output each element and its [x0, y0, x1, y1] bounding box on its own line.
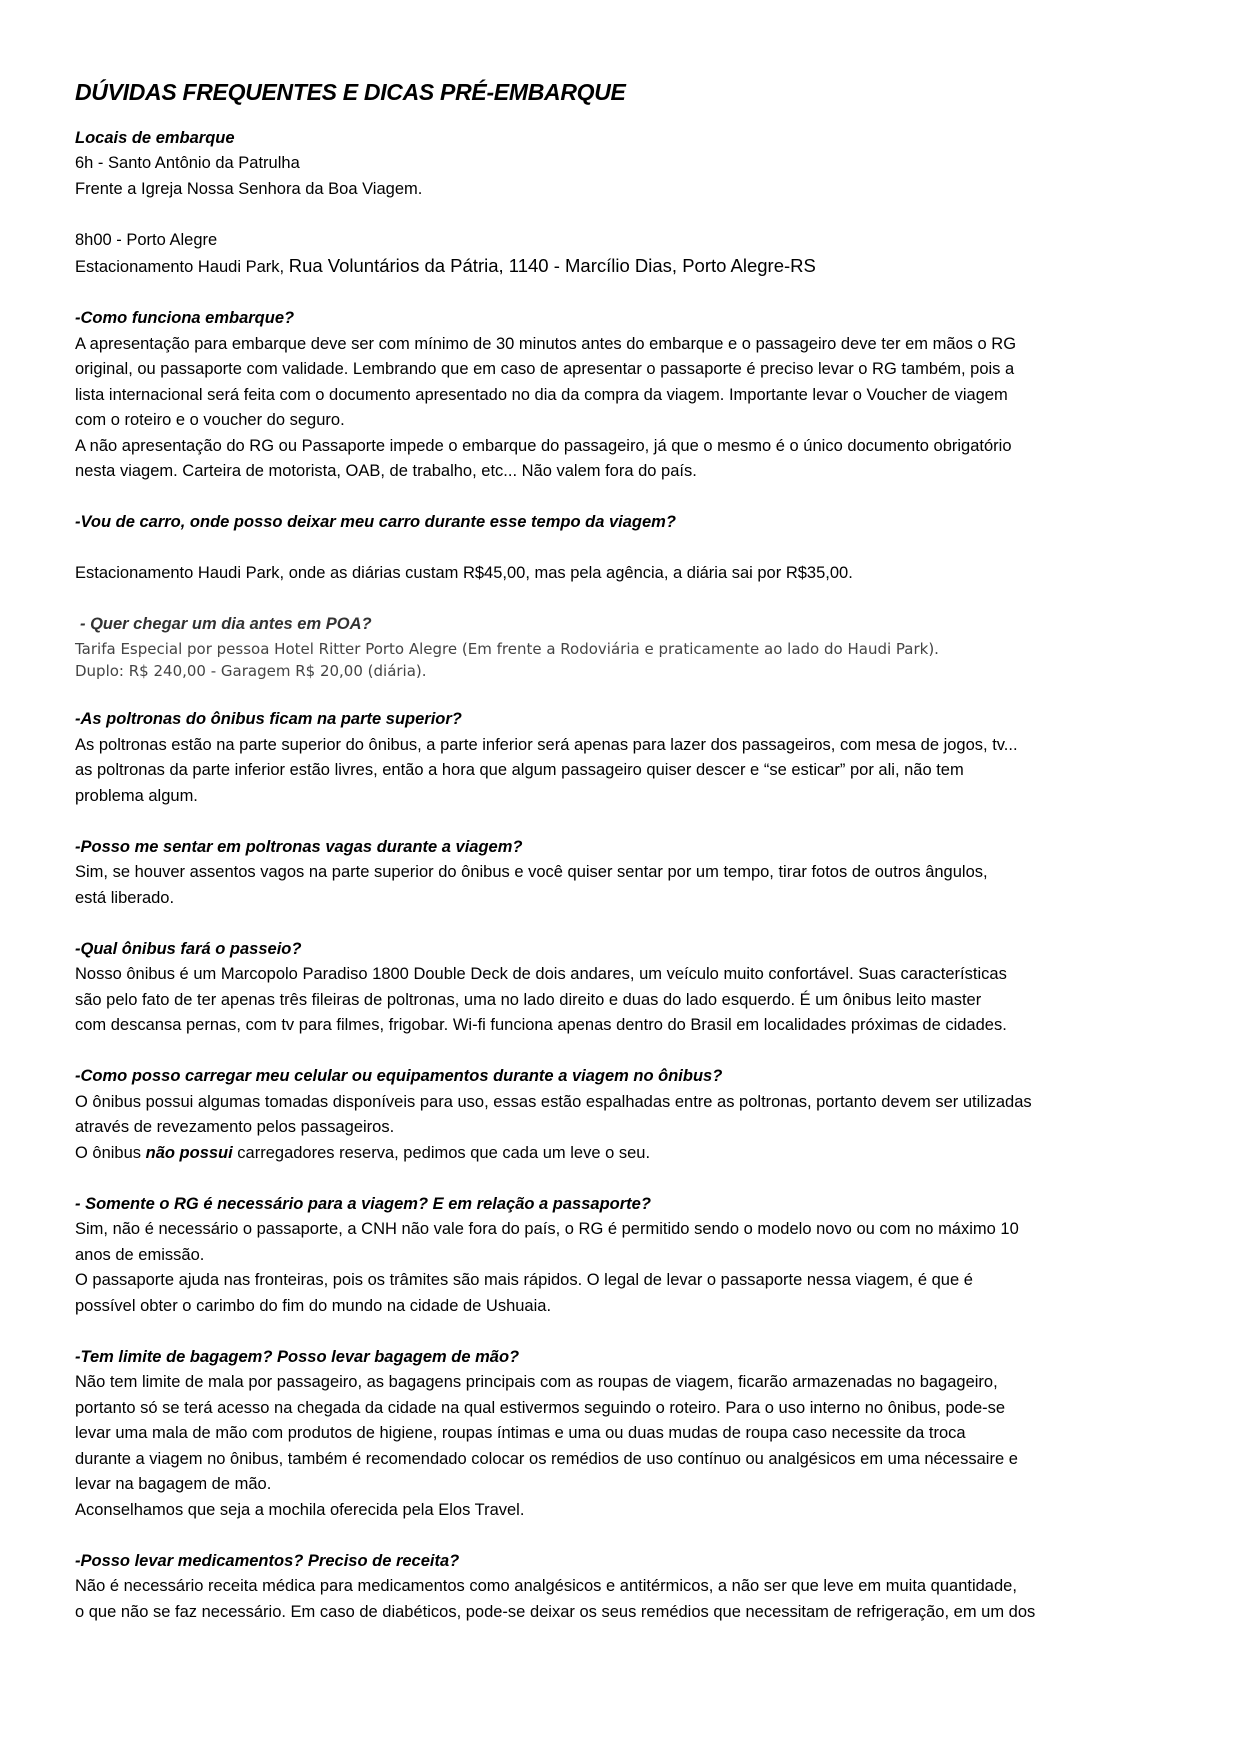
faq-answer-line: são pelo fato de ter apenas três fileiras de poltronas, uma no lado direito e duas do lado esquerdo. É um ônibus leito master	[75, 990, 982, 1009]
faq-answer-line: levar uma mala de mão com produtos de higiene, roupas íntimas e uma ou duas mudas de roupa caso necessite da troca	[75, 1424, 966, 1442]
faq-question: -As poltronas do ônibus ficam na parte superior?	[75, 710, 462, 728]
faq-answer-line: O ônibus possui algumas tomadas disponíveis para uso, essas estão espalhadas entre as poltronas, portanto devem ser utilizadas	[75, 1092, 1032, 1111]
faq-answer-line	[75, 1141, 1175, 1167]
faq-item	[75, 835, 1175, 912]
boarding-section	[75, 126, 1175, 281]
faq-answer-line: Nosso ônibus é um Marcopolo Paradiso 1800 Double Deck de dois andares, um veículo muito confortável. Suas características	[75, 965, 1007, 983]
text-span: carregadores reserva, pedimos que cada um leve o seu.	[232, 1143, 651, 1162]
faq-document	[75, 70, 1175, 1625]
faq-answer-line: Aconselhamos que seja a mochila oferecida pela Elos Travel.	[75, 1500, 525, 1519]
faq-answer-line: portanto só se terá acesso na chegada da cidade na qual estivermos seguindo o roteiro. Para o uso interno no ônibus, pode-se	[75, 1398, 1006, 1417]
boarding-stop-2: 8h00 - Porto Alegre	[75, 230, 218, 249]
faq-question: - Quer chegar um dia antes em POA?	[80, 615, 372, 633]
faq-item	[75, 1345, 1175, 1524]
faq-answer-line: o que não se faz necessário. Em caso de diabéticos, pode-se deixar os seus remédios que necessitam de refrigeração, em um dos	[75, 1602, 1036, 1621]
faq-item	[75, 1192, 1175, 1320]
page-title: DÚVIDAS FREQUENTES E DICAS PRÉ-EMBARQUE	[75, 79, 626, 105]
boarding-stop-1: 6h - Santo Antônio da Patrulha	[75, 154, 300, 172]
faq-answer-line: levar na bagagem de mão.	[75, 1475, 272, 1493]
faq-answer-line: anos de emissão.	[75, 1245, 205, 1264]
faq-answer-line: as poltronas da parte inferior estão livres, então a hora que algum passageiro quiser descer e “se esticar” por ali, não tem	[75, 761, 964, 779]
faq-item	[75, 306, 1175, 485]
faq-answer-line: As poltronas estão na parte superior do ônibus, a parte inferior será apenas para lazer dos passageiros, com mesa de jogos, tv...	[75, 735, 1018, 754]
faq-item	[75, 937, 1175, 1039]
faq-answer-line: Estacionamento Haudi Park, onde as diárias custam R$45,00, mas pela agência, a diária sai por R$35,00.	[75, 564, 853, 582]
boarding-heading: Locais de embarque	[75, 128, 235, 147]
faq-answer-line: Não tem limite de mala por passageiro, as bagagens principais com as roupas de viagem, ficarão armazenadas no bagageiro,	[75, 1373, 998, 1391]
faq-answer-line: A não apresentação do RG ou Passaporte impede o embarque do passageiro, já que o mesmo é o único documento obrigatório	[75, 436, 1012, 455]
boarding-stop-1-detail: Frente a Igreja Nossa Senhora da Boa Viagem.	[75, 179, 423, 198]
faq-question: -Vou de carro, onde posso deixar meu carro durante esse tempo da viagem?	[75, 513, 676, 531]
faq-question: -Como posso carregar meu celular ou equipamentos durante a viagem no ônibus?	[75, 1067, 723, 1085]
faq-item	[75, 510, 1175, 587]
faq-question: -Posso me sentar em poltronas vagas durante a viagem?	[75, 837, 523, 856]
faq-answer-line: Tarifa Especial por pessoa Hotel Ritter Porto Alegre (Em frente a Rodoviária e praticamente ao lado do Haudi Park).	[75, 639, 939, 658]
faq-answer-line: problema algum.	[75, 786, 198, 805]
faq-question: -Como funciona embarque?	[75, 309, 295, 327]
faq-item	[75, 1064, 1175, 1166]
faq-answer-line: lista internacional será feita com o documento apresentado no dia da compra da viagem. Importante levar o Voucher de viagem	[75, 385, 1008, 404]
faq-answer-line: Sim, não é necessário o passaporte, a CNH não vale fora do país, o RG é permitido sendo o modelo novo ou com no máximo 10	[75, 1220, 1019, 1238]
emphasis-text: não possui	[145, 1143, 233, 1162]
faq-item	[75, 1549, 1175, 1626]
faq-answer-line: Duplo: R$ 240,00 - Garagem R$ 20,00 (diária).	[75, 661, 427, 680]
boarding-stop-2-detail	[75, 253, 1175, 281]
faq-answer-line: nesta viagem. Carteira de motorista, OAB, de trabalho, etc... Não valem fora do país.	[75, 462, 697, 480]
faq-answer-line: durante a viagem no ônibus, também é recomendado colocar os remédios de uso contínuo ou analgésicos em uma nécessaire e	[75, 1449, 1018, 1468]
faq-answer-line: Não é necessário receita médica para medicamentos como analgésicos e antitérmicos, a não ser que leve em muita quantidade,	[75, 1577, 1017, 1595]
faq-answer-line: com descansa pernas, com tv para filmes, frigobar. Wi-fi funciona apenas dentro do Brasil em localidades próximas de cidades.	[75, 1016, 1007, 1034]
faq-answer-line: original, ou passaporte com validade. Lembrando que em caso de apresentar o passaporte é preciso levar o RG também, pois a	[75, 360, 1015, 378]
faq-question: - Somente o RG é necessário para a viagem? E em relação a passaporte?	[75, 1194, 651, 1213]
faq-item	[75, 707, 1175, 809]
faq-answer-line: O passaporte ajuda nas fronteiras, pois os trâmites são mais rápidos. O legal de levar o passaporte nessa viagem, é que é	[75, 1271, 973, 1289]
faq-answer-line: possível obter o carimbo do fim do mundo na cidade de Ushuaia.	[75, 1296, 552, 1315]
faq-answer-line: através de revezamento pelos passageiros.	[75, 1118, 395, 1136]
faq-answer-line: A apresentação para embarque deve ser com mínimo de 30 minutos antes do embarque e o passageiro deve ter em mãos o RG	[75, 334, 1017, 353]
parking-address: Rua Voluntários da Pátria, 1140 - Marcílio Dias, Porto Alegre-RS	[288, 255, 816, 276]
faq-answer-line: está liberado.	[75, 888, 175, 907]
faq-question: -Posso levar medicamentos? Preciso de receita?	[75, 1551, 460, 1570]
faq-item	[75, 612, 1175, 682]
faq-answer-line: com o roteiro e o voucher do seguro.	[75, 411, 345, 429]
parking-name: Estacionamento Haudi Park,	[75, 258, 289, 276]
faq-question: -Qual ônibus fará o passeio?	[75, 939, 302, 958]
faq-answer-line: Sim, se houver assentos vagos na parte superior do ônibus e você quiser sentar por um tempo, tirar fotos de outros ângulos,	[75, 863, 988, 881]
text-span: O ônibus	[75, 1143, 146, 1162]
faq-question: -Tem limite de bagagem? Posso levar bagagem de mão?	[75, 1347, 520, 1366]
